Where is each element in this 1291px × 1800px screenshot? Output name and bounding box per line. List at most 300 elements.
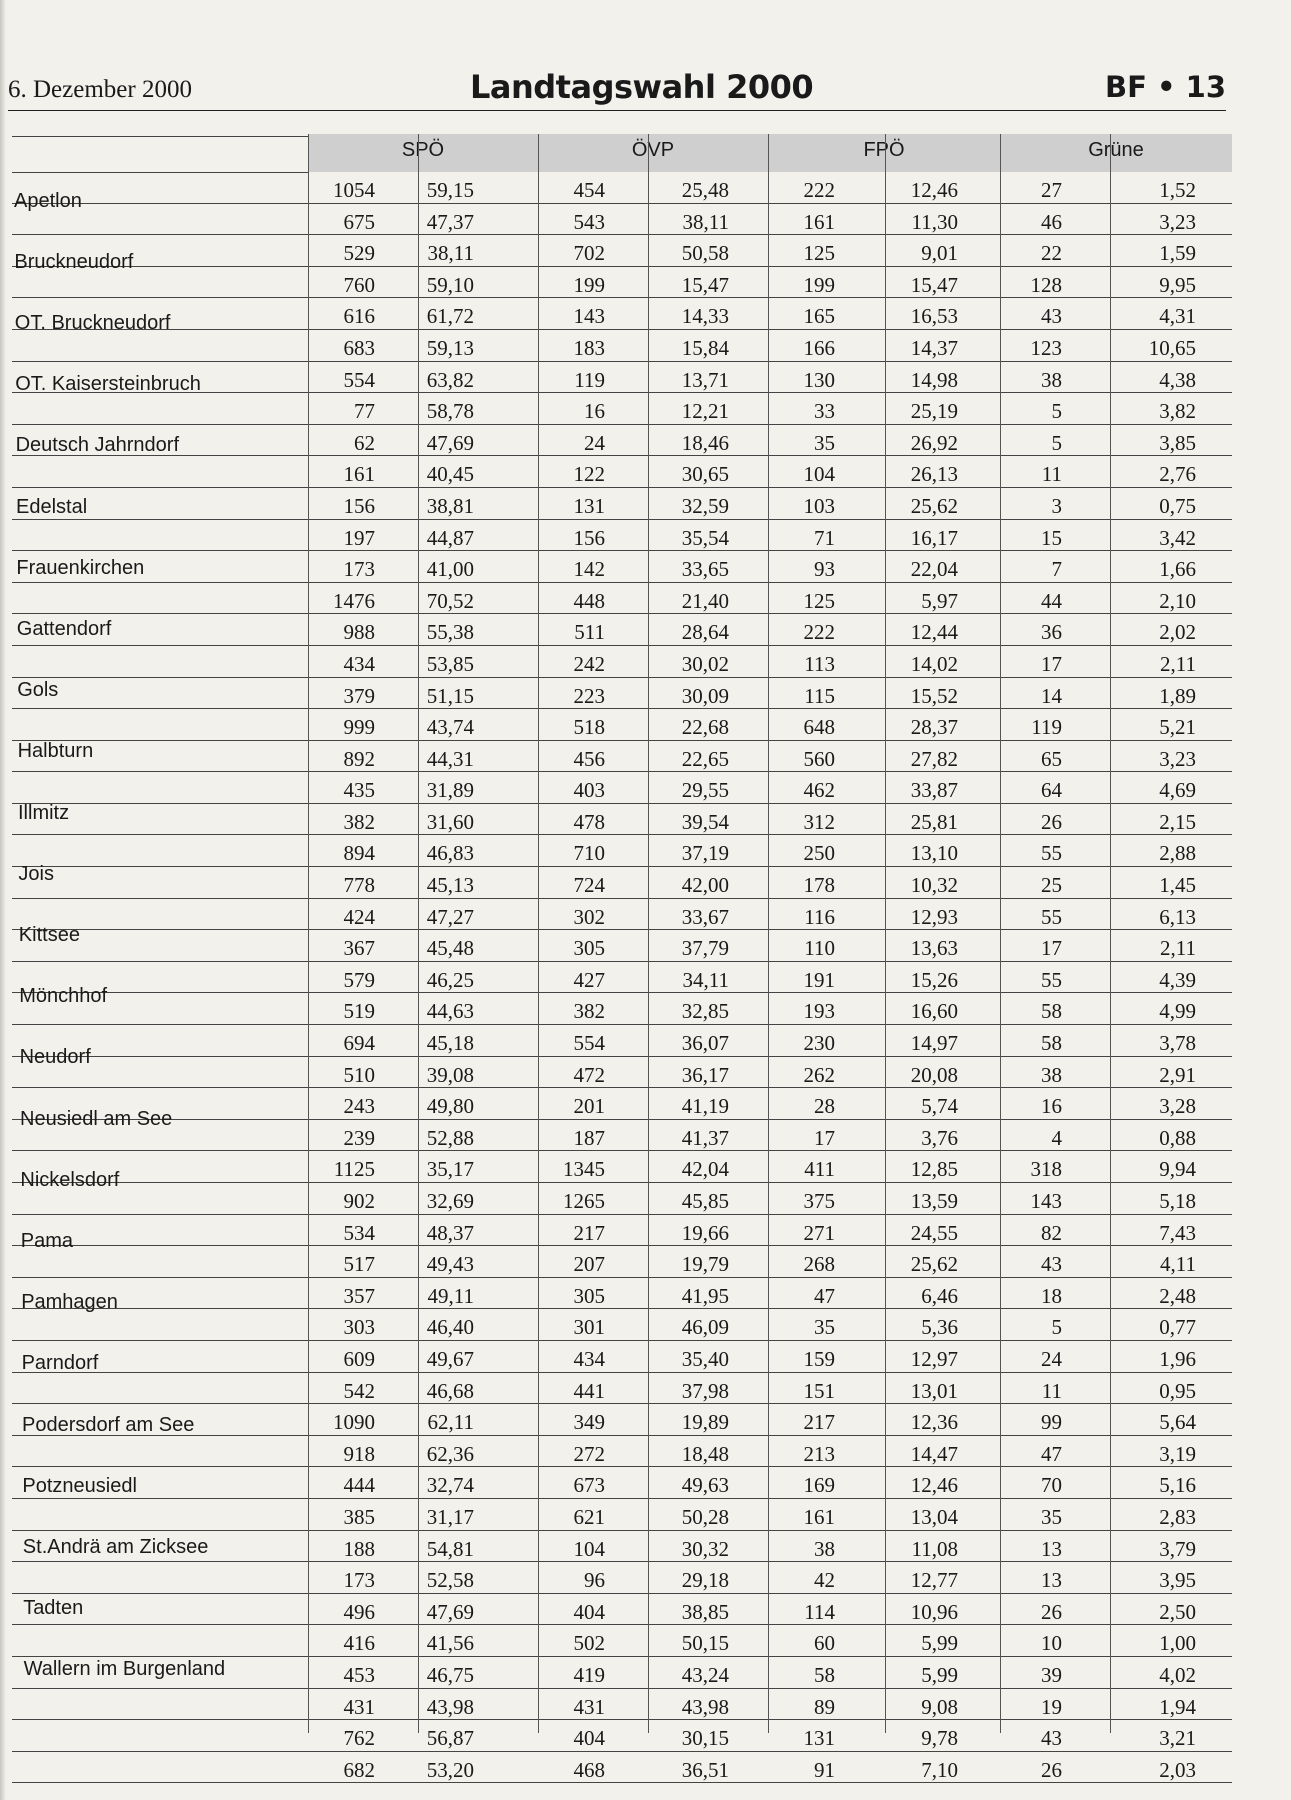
- cell-grune-votes: 5: [1051, 430, 1062, 455]
- cell-ovp-percent: 43,98: [681, 1694, 729, 1719]
- table-row: [12, 1625, 1232, 1657]
- table-row: [12, 1373, 1232, 1405]
- cell-fpo-votes: 71: [814, 525, 835, 550]
- cell-grune-percent: 1,94: [1159, 1694, 1196, 1719]
- cell-ovp-votes: 119: [574, 367, 605, 392]
- cell-ovp-percent: 35,40: [681, 1346, 729, 1371]
- cell-spo-percent: 44,63: [426, 999, 474, 1024]
- cell-ovp-votes: 456: [573, 746, 605, 771]
- cell-grune-percent: 4,69: [1159, 778, 1196, 803]
- cell-fpo-votes: 166: [803, 335, 835, 360]
- cell-fpo-votes: 33: [814, 399, 835, 424]
- cell-fpo-votes: 60: [814, 1631, 835, 1656]
- cell-grune-votes: 7: [1051, 557, 1062, 582]
- cell-fpo-percent: 10,32: [910, 873, 958, 898]
- cell-ovp-percent: 41,37: [681, 1125, 729, 1150]
- column-separator: [1000, 134, 1001, 1733]
- cell-grune-votes: 43: [1041, 304, 1062, 329]
- cell-fpo-percent: 6,46: [921, 1283, 958, 1308]
- cell-fpo-percent: 12,46: [910, 1473, 958, 1498]
- cell-grune-percent: 0,88: [1159, 1125, 1196, 1150]
- municipality-name: Tadten: [23, 1597, 84, 1620]
- cell-fpo-percent: 15,26: [910, 967, 958, 992]
- table-row: [12, 1467, 1232, 1499]
- cell-ovp-votes: 122: [573, 462, 605, 487]
- column-separator: [885, 134, 886, 1733]
- cell-spo-votes: 173: [343, 557, 375, 582]
- cell-spo-percent: 45,18: [426, 1031, 474, 1056]
- cell-spo-votes: 534: [343, 1220, 375, 1245]
- cell-grune-percent: 3,82: [1159, 399, 1196, 424]
- cell-grune-percent: 2,88: [1159, 841, 1196, 866]
- cell-fpo-percent: 13,59: [910, 1189, 958, 1213]
- cell-spo-percent: 52,88: [426, 1125, 474, 1150]
- municipality-name: Gols: [17, 679, 59, 702]
- cell-fpo-percent: 12,97: [910, 1346, 958, 1371]
- table-row: [12, 235, 1232, 267]
- cell-fpo-percent: 12,93: [910, 904, 958, 929]
- cell-fpo-votes: 250: [803, 841, 835, 866]
- column-separator: [308, 134, 309, 1733]
- cell-grune-votes: 19: [1041, 1694, 1062, 1719]
- cell-spo-percent: 35,17: [426, 1157, 474, 1182]
- cell-grune-votes: 65: [1041, 746, 1062, 771]
- cell-fpo-votes: 648: [803, 715, 835, 740]
- cell-grune-votes: 55: [1041, 967, 1062, 992]
- cell-fpo-votes: 93: [814, 557, 835, 582]
- cell-ovp-votes: 199: [573, 272, 605, 297]
- table-row: [12, 1025, 1232, 1057]
- cell-ovp-votes: 673: [573, 1473, 605, 1498]
- cell-fpo-percent: 5,99: [921, 1631, 958, 1656]
- cell-spo-percent: 61,72: [426, 304, 474, 329]
- cell-spo-votes: 385: [343, 1504, 375, 1529]
- cell-grune-percent: 3,19: [1159, 1441, 1196, 1466]
- table-row: [12, 709, 1232, 741]
- cell-spo-percent: 56,87: [426, 1726, 474, 1751]
- cell-ovp-votes: 104: [573, 1536, 605, 1561]
- cell-spo-percent: 44,31: [426, 746, 474, 771]
- page-header: [8, 58, 1226, 111]
- cell-spo-votes: 197: [343, 525, 375, 550]
- cell-fpo-votes: 222: [803, 620, 835, 645]
- cell-fpo-votes: 91: [814, 1757, 835, 1782]
- table-row: [12, 456, 1232, 488]
- cell-grune-percent: 3,28: [1159, 1094, 1196, 1119]
- cell-spo-votes: 1476: [333, 588, 375, 613]
- cell-grune-votes: 47: [1041, 1441, 1062, 1466]
- cell-ovp-percent: 38,11: [682, 209, 729, 234]
- cell-grune-votes: 17: [1041, 651, 1062, 676]
- municipality-name: Parndorf: [21, 1352, 99, 1375]
- table-row: [12, 1720, 1232, 1752]
- cell-spo-percent: 32,74: [426, 1473, 474, 1498]
- cell-grune-percent: 1,00: [1159, 1631, 1196, 1656]
- cell-grune-percent: 0,75: [1159, 493, 1196, 518]
- cell-grune-votes: 18: [1041, 1283, 1062, 1308]
- cell-ovp-percent: 36,07: [681, 1031, 729, 1056]
- table-row: [12, 551, 1232, 583]
- cell-ovp-percent: 33,67: [681, 904, 729, 929]
- cell-grune-votes: 14: [1041, 683, 1062, 708]
- cell-spo-votes: 894: [343, 841, 375, 866]
- cell-grune-percent: 3,23: [1159, 209, 1196, 234]
- cell-spo-votes: 303: [343, 1315, 375, 1340]
- cell-spo-percent: 46,75: [426, 1662, 474, 1687]
- cell-fpo-votes: 38: [814, 1536, 835, 1561]
- cell-fpo-votes: 178: [803, 873, 835, 898]
- table-row: [12, 899, 1232, 931]
- cell-ovp-votes: 434: [573, 1346, 605, 1371]
- cell-ovp-percent: 49,63: [681, 1473, 729, 1498]
- cell-spo-votes: 453: [343, 1662, 375, 1687]
- cell-ovp-votes: 382: [573, 999, 605, 1024]
- cell-spo-votes: 416: [343, 1631, 375, 1656]
- cell-ovp-votes: 156: [573, 525, 605, 550]
- cell-spo-percent: 62,36: [426, 1441, 474, 1466]
- cell-grune-percent: 4,02: [1159, 1662, 1196, 1687]
- cell-spo-percent: 31,89: [426, 778, 474, 803]
- cell-spo-votes: 999: [343, 715, 375, 740]
- cell-spo-votes: 1090: [333, 1410, 375, 1435]
- cell-ovp-percent: 13,71: [681, 367, 729, 392]
- cell-ovp-percent: 15,47: [681, 272, 729, 297]
- table-row: [12, 520, 1232, 552]
- cell-spo-percent: 47,69: [426, 430, 474, 455]
- cell-fpo-votes: 113: [804, 651, 835, 676]
- cell-grune-votes: 55: [1041, 841, 1062, 866]
- cell-fpo-percent: 13,01: [910, 1378, 958, 1403]
- cell-fpo-votes: 169: [803, 1473, 835, 1498]
- cell-ovp-votes: 710: [573, 841, 605, 866]
- cell-grune-percent: 2,83: [1159, 1504, 1196, 1529]
- cell-spo-votes: 431: [343, 1694, 375, 1719]
- table-row: [12, 1278, 1232, 1314]
- cell-grune-votes: 70: [1041, 1473, 1062, 1498]
- table-row: [12, 267, 1232, 299]
- table-row: [12, 1689, 1232, 1721]
- cell-fpo-votes: 28: [814, 1094, 835, 1119]
- cell-grune-percent: 5,18: [1159, 1189, 1196, 1213]
- cell-fpo-votes: 42: [814, 1568, 835, 1593]
- cell-fpo-percent: 15,47: [910, 272, 958, 297]
- cell-grune-votes: 43: [1041, 1252, 1062, 1277]
- municipality-name: St.Andrä am Zicksee: [22, 1536, 209, 1558]
- table-row: [12, 1594, 1232, 1626]
- cell-ovp-votes: 217: [573, 1220, 605, 1245]
- cell-ovp-votes: 441: [573, 1378, 605, 1403]
- municipality-name: Jois: [18, 862, 54, 885]
- cell-fpo-votes: 411: [804, 1157, 835, 1182]
- cell-ovp-votes: 349: [573, 1410, 605, 1435]
- cell-grune-percent: 1,96: [1159, 1346, 1196, 1371]
- cell-spo-percent: 47,69: [426, 1599, 474, 1624]
- cell-grune-votes: 22: [1041, 241, 1062, 266]
- municipality-name: Illmitz: [18, 801, 70, 824]
- cell-spo-percent: 48,37: [426, 1220, 474, 1245]
- cell-ovp-percent: 37,79: [681, 936, 729, 961]
- cell-grune-percent: 4,39: [1159, 967, 1196, 992]
- cell-ovp-percent: 29,18: [681, 1568, 729, 1593]
- cell-spo-percent: 63,82: [426, 367, 474, 392]
- cell-spo-percent: 49,11: [427, 1283, 474, 1308]
- cell-grune-percent: 0,95: [1159, 1378, 1196, 1403]
- cell-ovp-percent: 36,17: [681, 1062, 729, 1087]
- cell-ovp-percent: 30,32: [681, 1536, 729, 1561]
- cell-ovp-votes: 403: [573, 778, 605, 803]
- cell-grune-votes: 38: [1041, 1062, 1062, 1087]
- cell-ovp-percent: 33,65: [681, 557, 729, 582]
- cell-ovp-percent: 14,33: [681, 304, 729, 329]
- cell-fpo-votes: 268: [803, 1252, 835, 1277]
- cell-fpo-percent: 14,02: [910, 651, 958, 676]
- cell-spo-percent: 59,15: [426, 178, 474, 202]
- cell-fpo-votes: 131: [803, 1726, 835, 1751]
- cell-ovp-percent: 30,65: [681, 462, 729, 487]
- cell-fpo-votes: 159: [803, 1346, 835, 1371]
- municipality-name: Deutsch Jahrndorf: [15, 434, 180, 457]
- cell-grune-percent: 2,10: [1159, 588, 1196, 613]
- header-rule-top: [12, 136, 308, 137]
- cell-fpo-votes: 104: [803, 462, 835, 487]
- cell-spo-percent: 39,08: [426, 1062, 474, 1087]
- cell-grune-votes: 5: [1051, 399, 1062, 424]
- cell-spo-percent: 55,38: [426, 620, 474, 645]
- cell-fpo-percent: 9,01: [921, 241, 958, 266]
- cell-ovp-votes: 305: [573, 1283, 605, 1308]
- cell-fpo-votes: 161: [803, 1504, 835, 1529]
- cell-grune-percent: 9,94: [1159, 1157, 1196, 1182]
- municipality-name: Apetlon: [14, 189, 82, 212]
- cell-grune-votes: 26: [1041, 1599, 1062, 1624]
- cell-spo-percent: 43,74: [426, 715, 474, 740]
- cell-spo-votes: 424: [343, 904, 375, 929]
- table-row: [12, 1309, 1232, 1341]
- municipality-name: Potzneusiedl: [22, 1474, 137, 1497]
- cell-fpo-percent: 33,87: [910, 778, 958, 803]
- cell-spo-percent: 31,60: [426, 809, 474, 834]
- cell-fpo-percent: 26,13: [910, 462, 958, 487]
- party-header-fpo: FPÖ: [863, 139, 905, 161]
- cell-fpo-votes: 262: [803, 1062, 835, 1087]
- cell-grune-votes: 26: [1041, 809, 1062, 834]
- municipality-name: OT. Bruckneudorf: [14, 312, 171, 334]
- cell-spo-percent: 59,10: [426, 272, 474, 297]
- cell-ovp-percent: 37,98: [681, 1378, 729, 1403]
- municipality-name: Kittsee: [18, 924, 80, 946]
- cell-grune-percent: 2,11: [1160, 651, 1196, 676]
- cell-ovp-votes: 554: [573, 1031, 605, 1056]
- cell-ovp-percent: 19,89: [681, 1410, 729, 1435]
- cell-ovp-votes: 543: [573, 209, 605, 234]
- cell-ovp-votes: 16: [584, 399, 605, 424]
- cell-grune-votes: 24: [1041, 1346, 1062, 1371]
- table-row: [12, 172, 1232, 204]
- cell-ovp-percent: 41,19: [681, 1094, 729, 1119]
- table-row: [12, 1499, 1232, 1531]
- cell-fpo-votes: 130: [803, 367, 835, 392]
- cell-grune-votes: 99: [1041, 1410, 1062, 1435]
- municipality-name: Neudorf: [19, 1046, 91, 1069]
- column-separator: [418, 134, 419, 1733]
- table-row: [12, 393, 1232, 425]
- cell-spo-percent: 52,58: [426, 1568, 474, 1593]
- cell-ovp-votes: 478: [573, 809, 605, 834]
- table-row: [12, 1404, 1232, 1436]
- cell-ovp-votes: 272: [573, 1441, 605, 1466]
- cell-spo-votes: 239: [343, 1125, 375, 1150]
- cell-spo-percent: 32,69: [426, 1189, 474, 1213]
- cell-spo-votes: 379: [343, 683, 375, 708]
- cell-fpo-votes: 17: [814, 1125, 835, 1150]
- cell-spo-percent: 41,00: [426, 557, 474, 582]
- results-table: [0, 134, 1232, 1783]
- cell-fpo-votes: 213: [803, 1441, 835, 1466]
- cell-ovp-percent: 15,84: [681, 335, 729, 360]
- table-row: [12, 993, 1232, 1025]
- cell-grune-votes: 38: [1041, 367, 1062, 392]
- cell-fpo-votes: 35: [814, 1315, 835, 1340]
- municipality-name: Podersdorf am See: [22, 1413, 195, 1436]
- table-row: [12, 1151, 1232, 1183]
- cell-grune-percent: 1,52: [1159, 178, 1196, 202]
- cell-fpo-percent: 9,78: [921, 1726, 958, 1751]
- cell-ovp-votes: 454: [573, 178, 605, 202]
- cell-fpo-percent: 25,81: [910, 809, 958, 834]
- header-date: 6. Dezember 2000: [8, 76, 192, 103]
- cell-ovp-votes: 404: [573, 1599, 605, 1624]
- cell-ovp-percent: 28,64: [681, 620, 729, 645]
- cell-grune-percent: 3,23: [1159, 746, 1196, 771]
- cell-grune-votes: 58: [1041, 1031, 1062, 1056]
- cell-ovp-votes: 302: [573, 904, 605, 929]
- cell-grune-votes: 123: [1030, 335, 1062, 360]
- cell-ovp-votes: 207: [573, 1252, 605, 1277]
- cell-ovp-votes: 187: [573, 1125, 605, 1150]
- cell-fpo-votes: 115: [804, 683, 835, 708]
- cell-fpo-votes: 110: [804, 936, 835, 961]
- cell-fpo-votes: 47: [814, 1283, 835, 1308]
- cell-ovp-percent: 39,54: [681, 809, 729, 834]
- cell-grune-percent: 7,43: [1159, 1220, 1196, 1245]
- cell-grune-percent: 5,16: [1159, 1473, 1196, 1498]
- cell-spo-percent: 53,85: [426, 651, 474, 676]
- municipality-name: Pama: [20, 1230, 74, 1252]
- cell-fpo-percent: 12,44: [910, 620, 958, 645]
- cell-ovp-votes: 201: [573, 1094, 605, 1119]
- cell-fpo-percent: 28,37: [910, 715, 958, 740]
- cell-fpo-percent: 5,74: [921, 1094, 958, 1119]
- cell-grune-percent: 2,15: [1159, 809, 1196, 834]
- cell-grune-votes: 13: [1041, 1536, 1062, 1561]
- municipality-name: Halbturn: [17, 740, 94, 763]
- cell-ovp-votes: 96: [584, 1568, 605, 1593]
- cell-ovp-percent: 37,19: [681, 841, 729, 866]
- cell-ovp-votes: 404: [573, 1726, 605, 1751]
- municipality-name: Nickelsdorf: [20, 1168, 120, 1191]
- cell-spo-votes: 609: [343, 1346, 375, 1371]
- cell-spo-votes: 77: [354, 399, 375, 424]
- cell-fpo-percent: 12,46: [910, 178, 958, 202]
- cell-ovp-percent: 32,85: [681, 999, 729, 1024]
- cell-grune-votes: 17: [1041, 936, 1062, 961]
- cell-spo-percent: 62,11: [427, 1410, 474, 1435]
- cell-ovp-percent: 35,54: [681, 525, 729, 550]
- cell-spo-percent: 41,56: [426, 1631, 474, 1656]
- cell-spo-percent: 45,48: [426, 936, 474, 961]
- cell-ovp-percent: 30,15: [681, 1726, 729, 1751]
- cell-fpo-votes: 114: [804, 1599, 835, 1624]
- cell-spo-percent: 49,80: [426, 1094, 474, 1119]
- cell-spo-votes: 156: [343, 493, 375, 518]
- cell-spo-percent: 43,98: [426, 1694, 474, 1719]
- table-row: [12, 298, 1232, 330]
- cell-ovp-votes: 448: [573, 588, 605, 613]
- cell-fpo-percent: 15,52: [910, 683, 958, 708]
- cell-fpo-percent: 25,62: [910, 1252, 958, 1277]
- cell-spo-percent: 46,40: [426, 1315, 474, 1340]
- cell-ovp-votes: 305: [573, 936, 605, 961]
- cell-spo-percent: 70,52: [426, 588, 474, 613]
- cell-spo-votes: 161: [343, 462, 375, 487]
- cell-fpo-votes: 375: [803, 1189, 835, 1213]
- cell-ovp-percent: 42,04: [681, 1157, 729, 1182]
- cell-spo-votes: 902: [343, 1189, 375, 1213]
- cell-spo-percent: 47,37: [426, 209, 474, 234]
- cell-fpo-votes: 217: [803, 1410, 835, 1435]
- cell-grune-percent: 4,31: [1159, 304, 1196, 329]
- cell-fpo-votes: 199: [803, 272, 835, 297]
- cell-grune-votes: 318: [1030, 1157, 1062, 1182]
- cell-ovp-percent: 18,48: [681, 1441, 729, 1466]
- cell-grune-percent: 1,89: [1159, 683, 1196, 708]
- cell-fpo-percent: 16,60: [910, 999, 958, 1024]
- table-row: [12, 1183, 1232, 1215]
- cell-ovp-votes: 511: [574, 620, 605, 645]
- page-title: Landtagswahl 2000: [470, 68, 814, 106]
- cell-spo-votes: 434: [343, 651, 375, 676]
- cell-fpo-percent: 26,92: [910, 430, 958, 455]
- cell-fpo-percent: 14,98: [910, 367, 958, 392]
- cell-grune-percent: 1,45: [1159, 873, 1196, 898]
- cell-spo-votes: 760: [343, 272, 375, 297]
- cell-ovp-percent: 12,21: [681, 399, 729, 424]
- cell-grune-votes: 13: [1041, 1568, 1062, 1593]
- cell-ovp-percent: 41,95: [681, 1283, 729, 1308]
- cell-ovp-percent: 50,15: [681, 1631, 729, 1656]
- cell-spo-votes: 435: [343, 778, 375, 803]
- cell-ovp-votes: 183: [573, 335, 605, 360]
- cell-spo-votes: 357: [343, 1283, 375, 1308]
- cell-grune-percent: 3,95: [1159, 1568, 1196, 1593]
- cell-ovp-percent: 45,85: [681, 1189, 729, 1213]
- table-row: [12, 867, 1232, 899]
- table-row: [12, 1562, 1232, 1594]
- cell-fpo-votes: 58: [814, 1662, 835, 1687]
- cell-grune-percent: 2,76: [1159, 462, 1196, 487]
- cell-spo-percent: 49,67: [426, 1346, 474, 1371]
- cell-fpo-percent: 5,99: [921, 1662, 958, 1687]
- cell-spo-percent: 53,20: [426, 1757, 474, 1782]
- table-row: [12, 678, 1232, 710]
- cell-fpo-percent: 16,53: [910, 304, 958, 329]
- cell-grune-percent: 2,02: [1159, 620, 1196, 645]
- cell-grune-votes: 16: [1041, 1094, 1062, 1119]
- cell-spo-votes: 778: [343, 873, 375, 898]
- cell-grune-percent: 3,21: [1159, 1726, 1196, 1751]
- cell-grune-percent: 2,50: [1159, 1599, 1196, 1624]
- cell-grune-percent: 0,77: [1159, 1315, 1196, 1340]
